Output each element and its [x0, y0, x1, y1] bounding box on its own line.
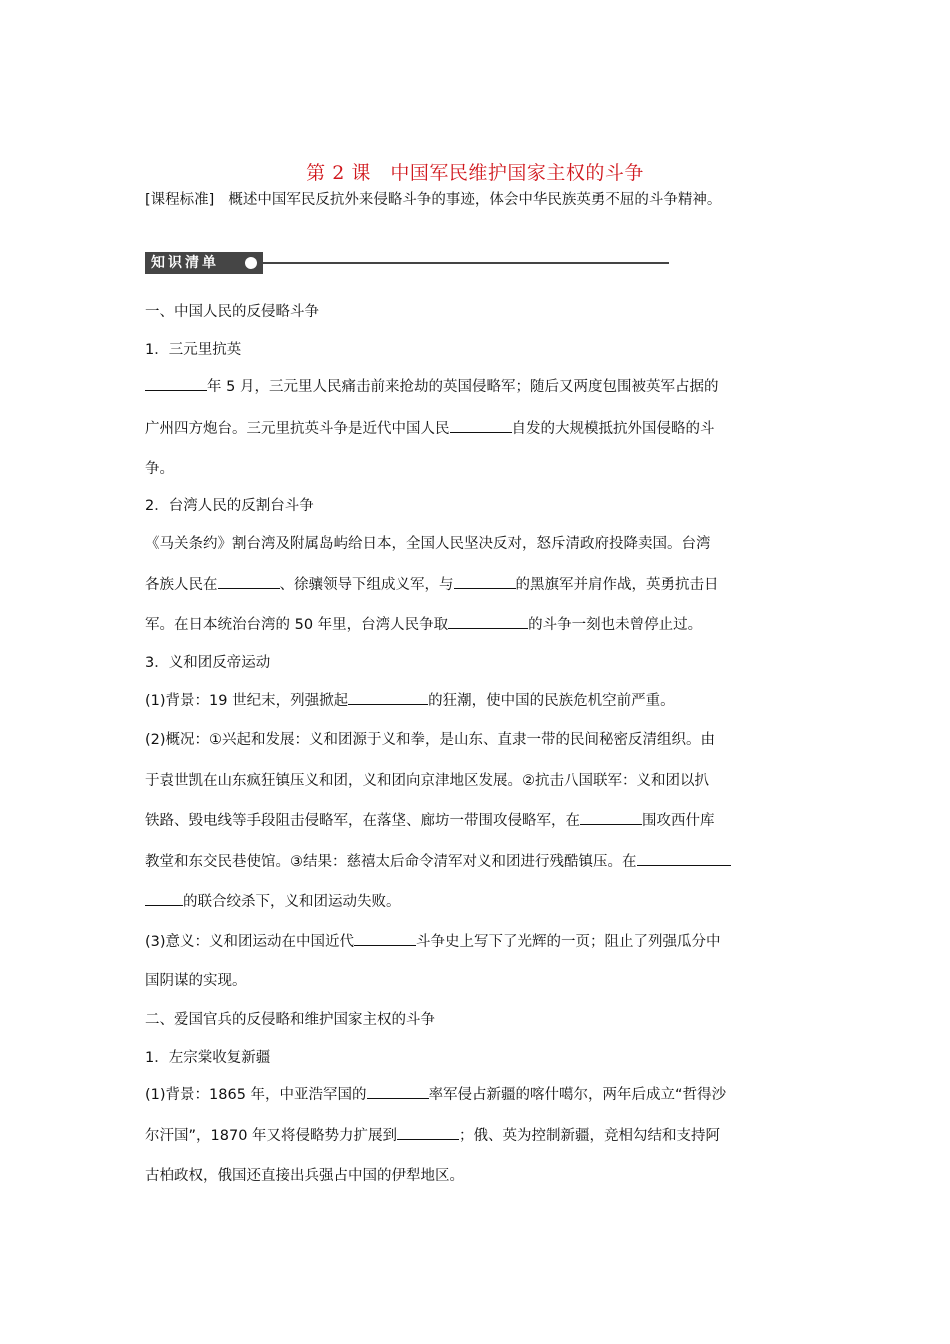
course-standard-text: 概述中国军民反抗外来侵略斗争的事迹，体会中华民族英勇不屈的斗争精神。 — [228, 192, 722, 208]
paragraph-line: (1)背景：19 世纪末，列强掀起 的狂潮，使中国的民族危机空前严重。 — [145, 689, 675, 710]
banner-rule — [263, 262, 669, 264]
subsection-heading: 1．左宗棠收复新疆 — [145, 1050, 271, 1066]
banner-label: 知识清单 — [145, 252, 263, 274]
paragraph-line: 《马关条约》割台湾及附属岛屿给日本，全国人民坚决反对，怒斥清政府投降卖国。台湾 — [145, 536, 711, 552]
paragraph-line: (1)背景：1865 年，中亚浩罕国的 率军侵占新疆的喀什噶尔，两年后成立“哲得沙 — [145, 1083, 726, 1104]
paragraph-line: 广州四方炮台。三元里抗英斗争是近代中国人民 自发的大规模抵抗外国侵略的斗 — [145, 417, 715, 438]
section-heading: 一、中国人民的反侵略斗争 — [145, 304, 319, 320]
lesson-title: 第 2 课 中国军民维护国家主权的斗争 — [306, 162, 644, 184]
paragraph-line: 国阴谋的实现。 — [145, 973, 247, 989]
paragraph-line: 于袁世凯在山东疯狂镇压义和团，义和团向京津地区发展。②抗击八国联军：义和团以扒 — [145, 773, 709, 789]
section-heading: 二、爱国官兵的反侵略和维护国家主权的斗争 — [145, 1012, 435, 1028]
paragraph-line: 争。 — [145, 461, 174, 477]
fill-blank[interactable] — [448, 614, 528, 629]
paragraph-line: 古柏政权，俄国还直接出兵强占中国的伊犁地区。 — [145, 1168, 464, 1184]
subsection-heading: 3．义和团反帝运动 — [145, 655, 271, 671]
fill-blank[interactable] — [637, 851, 731, 866]
course-standard — [145, 188, 721, 209]
paragraph-line: 军。在日本统治台湾的 50 年里，台湾人民争取 的斗争一刻也未曾停止过。 — [145, 613, 702, 634]
paragraph-line: 年 5 月，三元里人民痛击前来抢劫的英国侵略军；随后又两度包围被英军占据的 — [145, 375, 718, 396]
paragraph-line: 各族人民在 、徐骧领导下组成义军，与 的黑旗军并肩作战，英勇抗击日 — [145, 573, 719, 594]
subsection-heading: 1．三元里抗英 — [145, 342, 242, 358]
subsection-heading: 2．台湾人民的反割台斗争 — [145, 498, 314, 514]
paragraph-line: (2)概况：①兴起和发展：义和团源于义和拳，是山东、直隶一带的民间秘密反清组织。由 — [145, 732, 716, 748]
paragraph-line: 尔汗国”，1870 年又将侵略势力扩展到 ；俄、英为控制新疆，竞相勾结和支持阿 — [145, 1124, 720, 1145]
fill-blank[interactable] — [218, 574, 280, 589]
paragraph-line: 铁路、毁电线等手段阻击侵略军，在落垡、廊坊一带围攻侵略军，在 围攻西什库 — [145, 809, 715, 830]
fill-blank[interactable] — [145, 891, 183, 906]
fill-blank[interactable] — [397, 1125, 459, 1140]
fill-blank[interactable] — [454, 574, 516, 589]
paragraph-line: (3)意义：义和团运动在中国近代 斗争史上写下了光辉的一页；阻止了列强瓜分中 — [145, 930, 721, 951]
fill-blank[interactable] — [580, 810, 642, 825]
fill-blank[interactable] — [367, 1084, 429, 1099]
paragraph-line: 教堂和东交民巷使馆。③结果：慈禧太后命令清军对义和团进行残酷镇压。在 — [145, 850, 731, 871]
fill-blank[interactable] — [145, 376, 207, 391]
fill-blank[interactable] — [348, 690, 428, 705]
banner-dot-icon — [245, 257, 257, 269]
paragraph-line: 的联合绞杀下，义和团运动失败。 — [145, 890, 401, 911]
fill-blank[interactable] — [354, 931, 416, 946]
fill-blank[interactable] — [450, 418, 512, 433]
course-standard-label: [课程标准] — [145, 192, 215, 208]
